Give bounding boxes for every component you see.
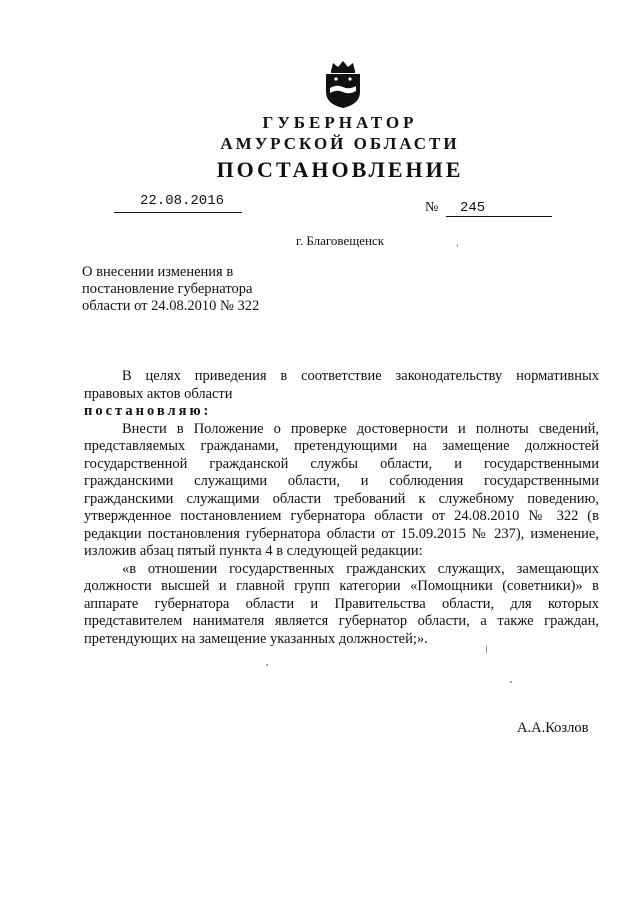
- number-underline: [446, 216, 552, 217]
- decree-word: постановляю:: [84, 403, 212, 419]
- scan-speck: [486, 644, 487, 654]
- date-underline: [114, 212, 242, 213]
- scan-speck: [510, 681, 512, 683]
- header-title-region: АМУРСКОЙ ОБЛАСТИ: [220, 134, 460, 153]
- number-sign: №: [425, 200, 439, 215]
- preamble-paragraph: В целях приведения в соответствие законодательству нормативных правовых актов области: [84, 368, 599, 402]
- document-subject: [82, 264, 259, 315]
- document-date: 22.08.2016: [140, 193, 225, 209]
- main-paragraph: Внести в Положение о проверке достоверности и полноты сведений, представляемых гражданами, претендующими на замещение должностей государственной гражданской службы области, и государственными гражданскими служащими области, и соблюдения государственными гражданскими служащими области требований к служебному поведению, утвержденное постановлением губернатора области от 24.08.2010 № 322 (в редакции постановления губернатора области от 15.09.2015 № 237), изменение, изложив абзац пятый пункта 4 в следующей редакции:: [84, 420, 599, 559]
- amur-region-coat-of-arms-icon: [321, 58, 365, 110]
- subject-line: О внесении изменения в: [82, 264, 234, 280]
- document-number: 245: [460, 200, 486, 216]
- city-name: г. Благовещенск: [295, 233, 385, 248]
- document-body: [84, 368, 599, 648]
- header-title-decree: ПОСТАНОВЛЕНИЕ: [216, 157, 464, 182]
- header-title-governor: ГУБЕРНАТОР: [262, 113, 418, 132]
- signature-name: А.А.Козлов: [517, 720, 589, 736]
- subject-line: постановление губернатора: [82, 281, 253, 297]
- quote-paragraph: «в отношении государственных гражданских служащих, замещающих должности высшей и главной групп категории «Помощники (советники)» в аппарате губернатора области и Правительства области, для которых представителем нанимателя является губернатор области, а также граждан, претендующих на замещение указанных должностей;».: [84, 560, 599, 647]
- scan-speck: [266, 664, 268, 666]
- scan-speck: [457, 244, 458, 247]
- subject-line: области от 24.08.2010 № 322: [82, 298, 260, 314]
